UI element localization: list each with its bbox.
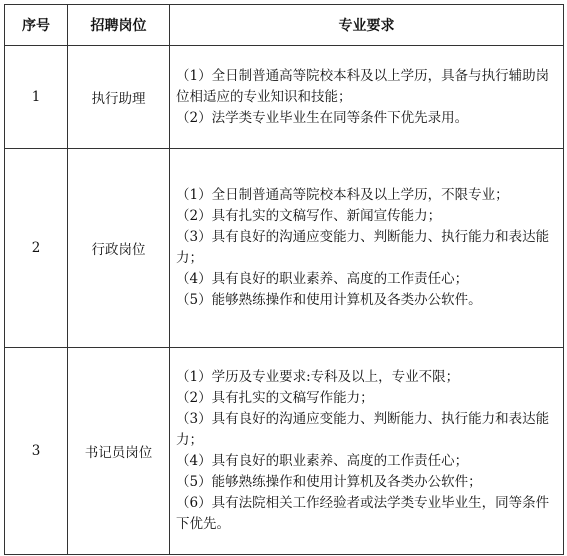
table-header-row (5, 5, 564, 46)
header-position: 招聘岗位 (68, 5, 170, 46)
header-serial-number: 序号 (5, 5, 68, 46)
requirement-item: （2）具有扎实的文稿写作能力； (176, 390, 374, 406)
row-requirements (170, 149, 564, 348)
row-serial-number: 2 (5, 149, 68, 348)
table-row (5, 348, 564, 555)
requirement-item: （5）能够熟练操作和使用计算机及各类办公软件； (176, 474, 482, 490)
row-position: 书记员岗位 (68, 348, 170, 555)
requirement-item: （5）能够熟练操作和使用计算机及各类办公软件。 (176, 292, 482, 308)
row-serial-number: 1 (5, 46, 68, 149)
requirement-item: （3）具有良好的沟通应变能力、判断能力、执行能力和表达能力； (176, 229, 550, 266)
requirement-item: （3）具有良好的沟通应变能力、判断能力、执行能力和表达能力； (176, 411, 550, 448)
requirement-item: （1）全日制普通高等院校本科及以上学历，具备与执行辅助岗位相适应的专业知识和技能； (176, 67, 550, 105)
requirement-item: （2）具有扎实的文稿写作、新闻宣传能力； (176, 208, 442, 224)
requirement-item: （1）学历及专业要求:专科及以上，专业不限； (176, 369, 460, 385)
row-position: 行政岗位 (68, 149, 170, 348)
requirement-item: （1）全日制普通高等院校本科及以上学历，不限专业； (176, 187, 509, 203)
table-row (5, 46, 564, 149)
row-requirements (170, 348, 564, 555)
row-position: 执行助理 (68, 46, 170, 149)
recruitment-table (4, 4, 564, 555)
requirement-item: （4）具有良好的职业素养、高度的工作责任心； (176, 453, 469, 469)
table-row (5, 149, 564, 348)
requirement-item: （6）具有法院相关工作经验者或法学类专业毕业生，同等条件下优先。 (176, 495, 550, 532)
header-requirements: 专业要求 (170, 5, 564, 46)
row-requirements (170, 46, 564, 149)
requirement-item: （4）具有良好的职业素养、高度的工作责任心； (176, 271, 469, 287)
row-serial-number: 3 (5, 348, 68, 555)
requirement-item: （2）法学类专业毕业生在同等条件下优先录用。 (176, 109, 469, 126)
